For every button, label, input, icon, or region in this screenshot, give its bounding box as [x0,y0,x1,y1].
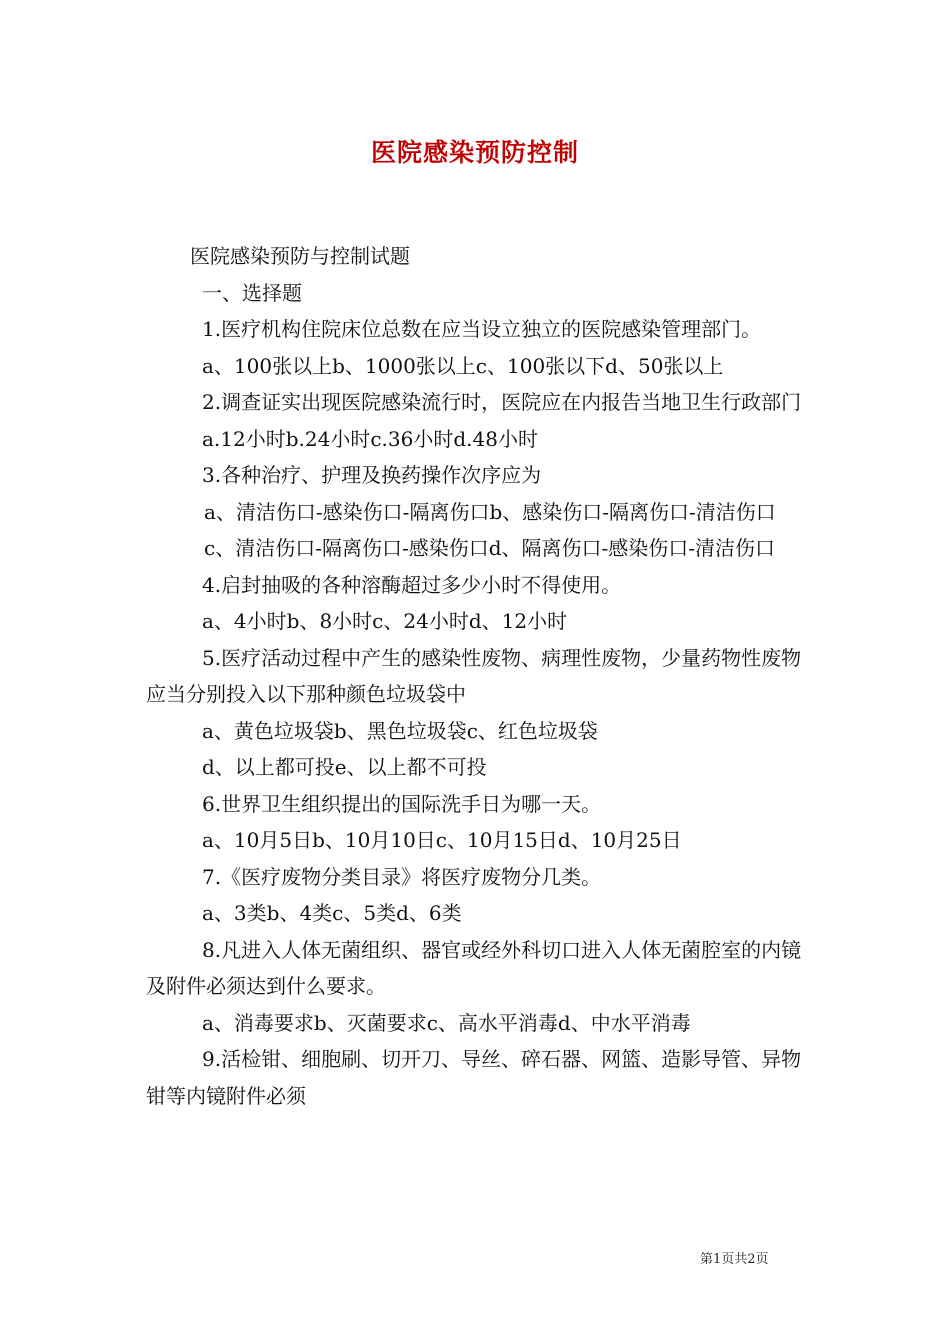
paragraph: a、4小时b、8小时c、24小时d、12小时 [202,609,568,633]
paragraph: a、3类b、4类c、5类d、6类 [202,901,462,925]
paragraph: a、10月5日b、10月10日c、10月15日d、10月25日 [202,828,682,852]
paragraph: 一、选择题 [202,280,302,305]
paragraph: 医院感染预防与控制试题 [190,244,410,268]
paragraph: 7.《医疗废物分类目录》将医疗废物分几类。 [202,864,602,889]
paragraph: 6.世界卫生组织提出的国际洗手日为哪一天。 [202,791,602,816]
paragraph: a、清洁伤口-感染伤口-隔离伤口b、感染伤口-隔离伤口-清洁伤口 [204,499,776,524]
page-number: 第1页共2页 [700,1252,769,1267]
paragraph: c、清洁伤口-隔离伤口-感染伤口d、隔离伤口-感染伤口-清洁伤口 [204,536,776,560]
document-title: 医院感染预防控制 [370,138,579,167]
paragraph: 4.启封抽吸的各种溶酶超过多少小时不得使用。 [202,572,622,597]
paragraph: d、以上都可投e、以上都不可投 [202,755,487,779]
paragraph: a.12小时b.24小时c.36小时d.48小时 [202,426,538,451]
paragraph: 5.医疗活动过程中产生的感染性废物、病理性废物，少量药物性废物应当分别投入以下那种颜色垃圾袋中 [146,645,802,706]
paragraph: 9.活检钳、细胞刷、切开刀、导丝、碎石器、网篮、造影导管、异物钳等内镜附件必须 [146,1047,802,1108]
paragraph: a、100张以上b、1000张以上c、100张以下d、50张以上 [202,353,724,378]
paragraph: 3.各种治疗、护理及换药操作次序应为 [202,463,542,487]
paragraph: a、消毒要求b、灭菌要求c、高水平消毒d、中水平消毒 [202,1010,691,1035]
paragraph: a、黄色垃圾袋b、黑色垃圾袋c、红色垃圾袋 [202,718,598,743]
document-body [146,238,816,1114]
paragraph: 8.凡进入人体无菌组织、器官或经外科切口进入人体无菌腔室的内镜及附件必须达到什么要求。 [146,937,802,998]
paragraph: 2.调查证实出现医院感染流行时，医院应在内报告当地卫生行政部门 [202,390,802,414]
paragraph: 1.医疗机构住院床位总数在应当设立独立的医院感染管理部门。 [202,317,762,341]
